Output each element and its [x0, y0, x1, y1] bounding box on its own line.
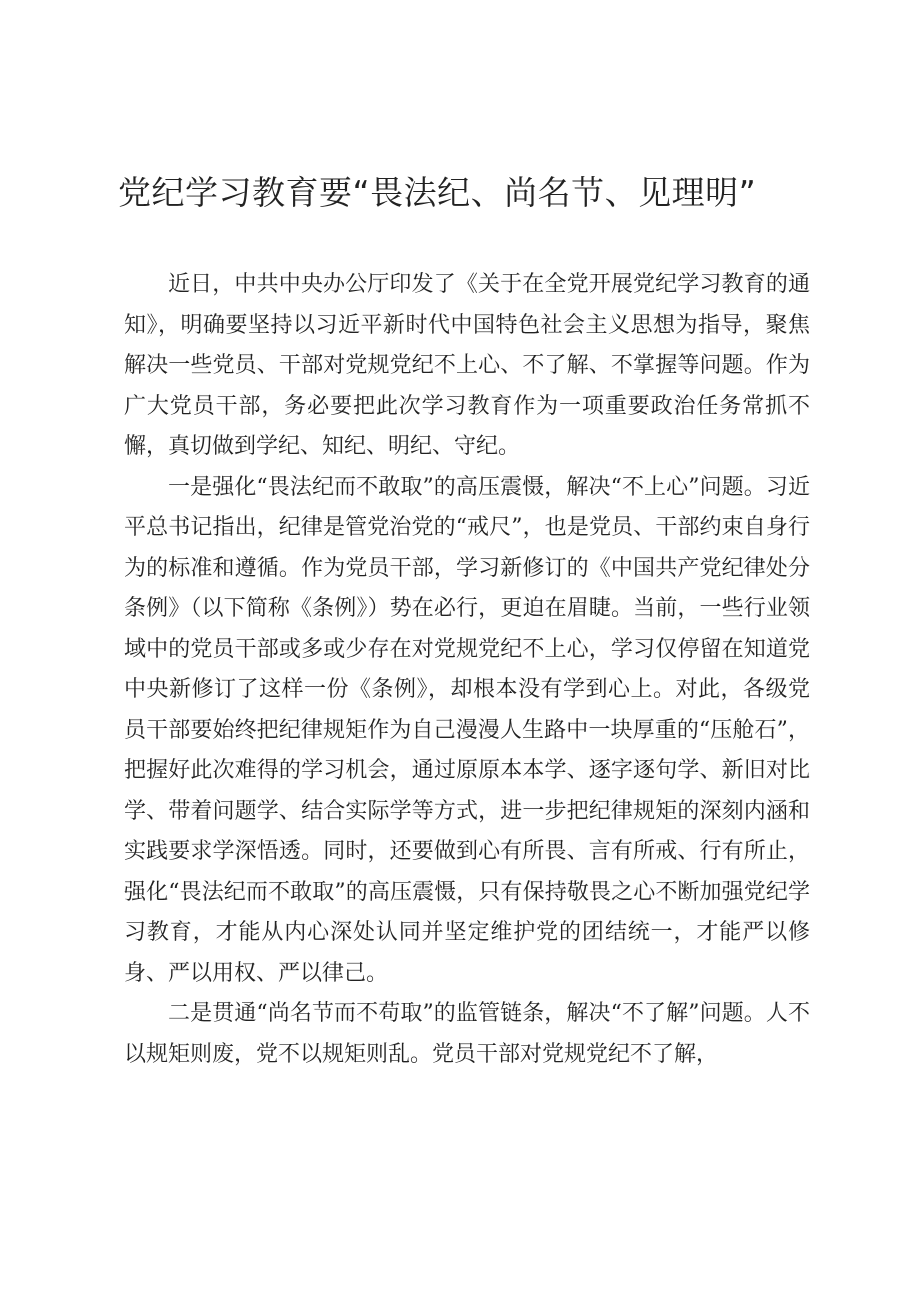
paragraph-intro: 近日，中共中央办公厅印发了《关于在全党开展党纪学习教育的通知》，明确要坚持以习近平新时代中国特色社会主义思想为指导，聚焦解决一些党员、干部对党规党纪不上心、不了解、不掌握等问题。作为广大党员干部，务必要把此次学习教育作为一项重要政治任务常抓不懈，真切做到学纪、知纪、明纪、守纪。	[124, 272, 810, 459]
paragraph-point-two: 二是贯通“尚名节而不苟取”的监管链条，解决“不了解”问题。人不以规矩则废，党不以规矩则乱。党员干部对党规党纪不了解，	[124, 1001, 810, 1067]
document-title: 党纪学习教育要“畏法纪、尚名节、见理明”	[118, 173, 757, 212]
document-body	[124, 265, 810, 1075]
paragraph-point-one: 一是强化“畏法纪而不敢取”的高压震慑，解决“不上心”问题。习近平总书记指出，纪律是管党治党的“戒尺”，也是党员、干部约束自身行为的标准和遵循。作为党员干部，学习新修订的《中国共产党纪律处分条例》（以下简称《条例》）势在必行，更迫在眉睫。当前，一些行业领域中的党员干部或多或少存在对党规党纪不上心，学习仅停留在知道党中央新修订了这样一份《条例》，却根本没有学到心上。对此，各级党员干部要始终把纪律规矩作为自己漫漫人生路中一块厚重的“压舱石”，把握好此次难得的学习机会，通过原原本本学、逐字逐句学、新旧对比学、带着问题学、结合实际学等方式，进一步把纪律规矩的深刻内涵和实践要求学深悟透。同时，还要做到心有所畏、言有所戒、行有所止，强化“畏法纪而不敢取”的高压震慑，只有保持敬畏之心不断加强党纪学习教育，才能从内心深处认同并坚定维护党的团结统一，才能严以修身、严以用权、严以律己。	[124, 474, 810, 986]
